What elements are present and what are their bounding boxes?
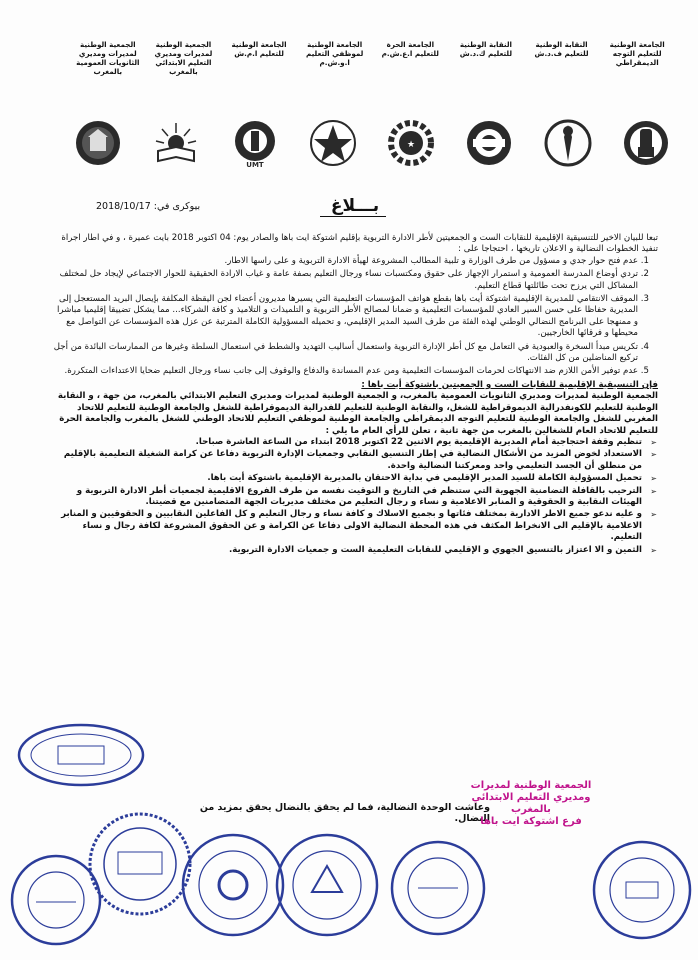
org-name: الجمعية الوطنية لمديرات ومديري التعليم الابتدائي بالمغرب bbox=[154, 40, 213, 76]
signature-line: ومديري التعليم الابتدائي بالمغرب bbox=[471, 792, 591, 815]
org-name: النقابة الوطنية للتعليم ف.د.ش bbox=[534, 40, 589, 58]
star-emblem-icon bbox=[307, 117, 359, 169]
school-emblem-icon bbox=[72, 117, 124, 169]
title-underline bbox=[320, 216, 386, 217]
book-sun-emblem-icon bbox=[150, 117, 202, 169]
decision-text: الجمعية الوطنية لمديرات ومديري الثانويات العمومية بالمغرب، و الجمعية الوطنية لمديرات ومديري التعليم الابتدائي بالمغرب، من جهة ، و النقابة الوطنية للتعليم للكونفدرالية الديموقراطية للشغل، والنقابة الوطنية للتعليم للفدرالية الديموقراطية للشغل والجامعة الوطنية للتعليم للاتحاد المغربي للشغل والجامعة الوطنية للتعليم التوجه الديمقراطي والجامعة الوطنية لموظفي التعليم للاتحاد الوطني للشغل بالمغرب والجامعة الحرة للتعليم للاتحاد العام للشغالين بالمغرب من جهة ثانية ، تعلن للرأي العام ما يلي : bbox=[57, 391, 658, 436]
umt-emblem-icon bbox=[229, 117, 281, 169]
org-name: الجمعية الوطنية لمديرات ومديري الثانويات العمومية بالمغرب bbox=[76, 40, 140, 76]
list-item: ➢ الترحيب بالقافلة التضامنية الجهوية التي ستنظم في التاريخ و التوقيت نفسه من طرف الفروع الاقليمية لجمعيات أطر الادارة التربوية و الهيئات النقابية و الحقوقية و المنابر الاعلامية و نساء و رجال التعليم من مختلف مديريات الجهة المتضامنين مع قضيتنا. bbox=[52, 486, 642, 509]
stamp-cdt bbox=[16, 722, 146, 788]
list-item: 4. تكريس مبدأ السخرة والعبودية في التعامل مع كل أطر الإدارة التربوية واستعمال أساليب التهديد والشطط في استعمال السلطة وغيرها من الممارسات البائدة من أجل تركيع المناضلين من كل الفئات. bbox=[52, 342, 638, 365]
signature-line: فرع اشتوكة ايت باها bbox=[480, 816, 582, 827]
list-item: ➢ تنظيم وقفة احتجاجية أمام المديرية الإقليمية يوم الاثنين 22 اكتوبر 2018 ابتداء من الساعة العاشرة صباحا. bbox=[52, 437, 642, 448]
document-date: بيوكرى في: 2018/10/17 bbox=[96, 201, 201, 212]
list-item: 1. عدم فتح حوار جدي و مسؤول من طرف الوزارة و تلبية المطالب المشروعة لهيأة الادارة التربوية و على راسها الاطار. bbox=[52, 256, 638, 267]
list-item: 3. الموقف الانتقامي للمديرية الإقليمية اشتوكة أيت باها بقطع هواتف المؤسسات التعليمية التي يسيرها مديرون أعضاء لجن اليقظة المكلفة بإيصال البريد المستعجل إلى المديرية حفاظا على حسن السير العادي للمؤسسات التعليمية و ضمانا لمصالح الأطر التربوية و التلميذات و التلاميذ و كافة الشركاء... مما يشكل تضييقا إقليميا مباشرا و ممنهجا على البرنامج النضالي الوطني لهذه الفئة من طرف السيد المدير الإقليمي، و تحميله المسؤولية الكاملة المترتبة عن عزل هذه المؤسسات عن التواصل مع محيطها و فرقائها الخارجيين. bbox=[52, 294, 638, 340]
org-name: الجامعة الوطنية للتعليم ا.م.ش bbox=[231, 40, 287, 58]
org-name: النقابة الوطنية للتعليم ك.د.ش bbox=[459, 40, 513, 58]
org-name: الجامعة الوطنية لموظفي التعليم ا.و.ش.م bbox=[305, 40, 364, 67]
header-logos bbox=[72, 112, 672, 174]
document-body bbox=[52, 233, 658, 557]
signature-block bbox=[456, 780, 606, 828]
svg-text:★: ★ bbox=[407, 140, 416, 150]
svg-text:UMT: UMT bbox=[245, 161, 264, 169]
org-name: الجامعة الوطنية للتعليم التوجه الديمقراطي bbox=[609, 40, 665, 67]
gear-emblem-icon bbox=[385, 117, 437, 169]
stamp-secondary-principals bbox=[590, 838, 694, 942]
list-item: ➢ تحميل المسؤولية الكاملة للسيد المدير الإقليمي في بداية الاحتقان بالمديرية الإقليمية باشتوكة أيت باها. bbox=[52, 473, 642, 484]
closing-line: وعاشت الوحدة النضالية، فما لم يحقق بالنضال يحقق بمزيد من النضال. bbox=[199, 802, 490, 824]
decision-intro: فإن التنسيقية الإقليمية للنقابات الست و الجمعيتين باشتوكة أيت باها : bbox=[361, 379, 658, 390]
stamp-fdt bbox=[272, 830, 382, 940]
list-item: ➢ و عليه ندعو جميع الاطر الادارية بمختلف فئاتها و بجميع الاسلاك و كافة نساء و رجال التعليم و كل الفاعلين النقابيين و الحقوقيين و المنابر الاعلامية بالإقليم الى الانخراط المكثف في هذه المحطة النضالية الاولى دفاعا عن الكرامة و عن الحقوق المشروعة لكافة رجال و نساء التعليم. bbox=[52, 509, 642, 543]
list-item: ➢ الثمين و الا اعتزاز بالتنسيق الجهوي و الإقليمي للنقابات التعليمية الست و جمعيات الادارة التربوية. bbox=[52, 545, 642, 556]
stamp-deputy bbox=[388, 838, 488, 938]
circle-emblem-icon bbox=[463, 117, 515, 169]
grievance-list bbox=[52, 256, 658, 378]
intro-paragraph: تبعا للبيان الاخير للتنسيقية الإقليمية للنقابات الست و الجمعيتين لأطر الادارة التربوية بإقليم اشتوكة ايت باها والصادر يوم: 04 اكتوبر 2018 بايت عميرة ، و في اطار اجراة تنفيذ الخطوات النضالية و الاعلان تاريخها ، احتجاجا على : bbox=[61, 233, 658, 255]
action-list bbox=[52, 437, 658, 556]
list-item: 2. تردي أوضاع المدرسة العمومية و استمرار الإجهاز على حقوق ومكتسبات نساء ورجال التعليم بصفة عامة و غياب الارادة الحقيقية للحوار الاجتماعي لإيجاد حل لمختلف المشاكل التي يرزح تحت طائلتها قطاع التعليم. bbox=[52, 269, 638, 292]
org-name: الجامعة الحرة للتعليم ا.ع.ش.م bbox=[381, 40, 439, 58]
header-orgs bbox=[70, 40, 675, 102]
signature-line: الجمعية الوطنية لمديرات bbox=[470, 780, 592, 791]
torch-emblem-icon bbox=[542, 117, 594, 169]
list-item: 5. عدم توفير الأمن اللازم ضد الانتهاكات لحرمات المؤسسات التعليمية ومن عدم المساندة والدفاع والوقوف إلى جانب نساء ورجال التعليم ضحايا الاعتداءات المتكررة. bbox=[52, 366, 638, 377]
list-item: ➢ الاستعداد لخوض المزيد من الأشكال النضالية في إطار التنسيق النقابي وجمعيات الإدارة التربوية دفاعا عن كرامة الشغيلة التعليمية بالإقليم من منطلق أن الجسد التعليمي واحد ومعركتنا النضالية واحدة. bbox=[52, 449, 642, 472]
document-title: بـــلاغ bbox=[330, 196, 380, 216]
fist-emblem-icon bbox=[620, 117, 672, 169]
